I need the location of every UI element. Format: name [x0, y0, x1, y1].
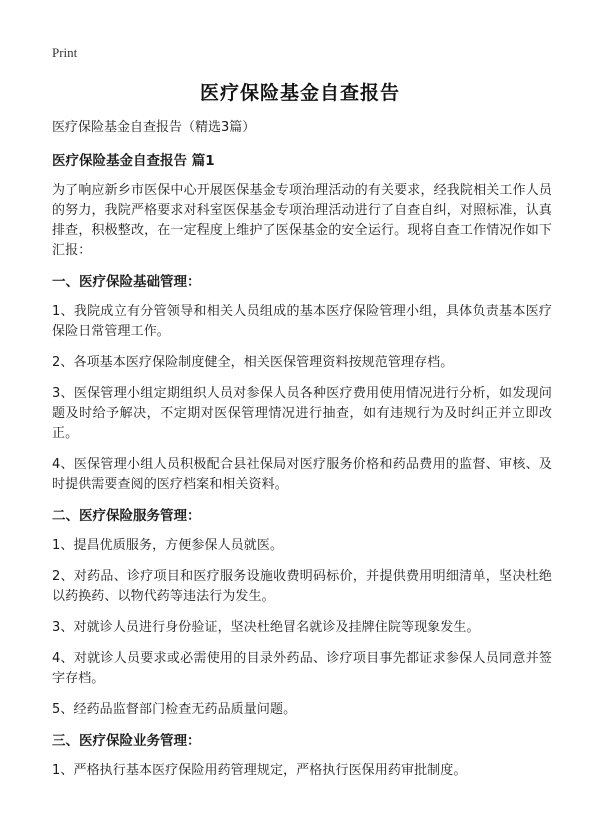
section-2-heading: 二、医疗保险服务管理：: [52, 508, 201, 524]
document-subtitle: 医疗保险基金自查报告（精选3篇）: [52, 120, 256, 135]
intro-paragraph: 为了响应新乡市医保中心开展医保基金专项治理活动的有关要求，经我院相关工作人员的努力，我院严格要求对科室医保基金专项治理活动进行了自查自纠，对照标准，认真排查，积极整改，在一定程度上维护了医保基金的安全运行。现将自查工作情况作如下汇报：: [52, 183, 552, 258]
section-1-item-3: 3、医保管理小组定期组织人员对参保人员各种医疗费用使用情况进行分析，如发现问题及时给予解决，不定期对医保管理情况进行抽查，如有违规行为及时纠正并立即改正。: [52, 386, 552, 441]
section-2-item-4: 4、对就诊人员要求或必需使用的目录外药品、诊疗项目事先都证求参保人员同意并签字存档。: [52, 651, 552, 686]
article-heading: 医疗保险基金自查报告 篇1: [52, 153, 215, 169]
document-title: 医疗保险基金自查报告: [199, 82, 400, 104]
section-1-item-4: 4、医保管理小组人员积极配合县社保局对医疗服务价格和药品费用的监督、审核、及时提供需要查阅的医疗档案和相关资料。: [52, 457, 552, 492]
section-2-item-2: 2、对药品、诊疗项目和医疗服务设施收费明码标价，并提供费用明细清单，坚决杜绝以药换药、以物代药等违法行为发生。: [52, 569, 552, 604]
section-2-item-1: 1、提昌优质服务，方便参保人员就医。: [52, 538, 284, 553]
section-1-item-2: 2、各项基本医疗保险制度健全，相关医保管理资料按规范管理存档。: [52, 355, 454, 370]
section-3-item-1: 1、严格执行基本医疗保险用药管理规定，严格执行医保用药审批制度。: [52, 763, 467, 778]
print-link[interactable]: Print: [52, 45, 78, 60]
section-2-item-5: 5、经药品监督部门检查无药品质量问题。: [52, 702, 297, 717]
document-body: [52, 118, 552, 792]
section-1-heading: 一、医疗保险基础管理：: [52, 274, 201, 290]
section-2-item-3: 3、对就诊人员进行身份验证，坚决杜绝冒名就诊及挂牌住院等现象发生。: [52, 620, 480, 635]
section-3-heading: 三、医疗保险业务管理：: [52, 733, 201, 749]
section-1-item-1: 1、我院成立有分管领导和相关人员组成的基本医疗保险管理小组，具体负责基本医疗保险日常管理工作。: [52, 304, 552, 339]
